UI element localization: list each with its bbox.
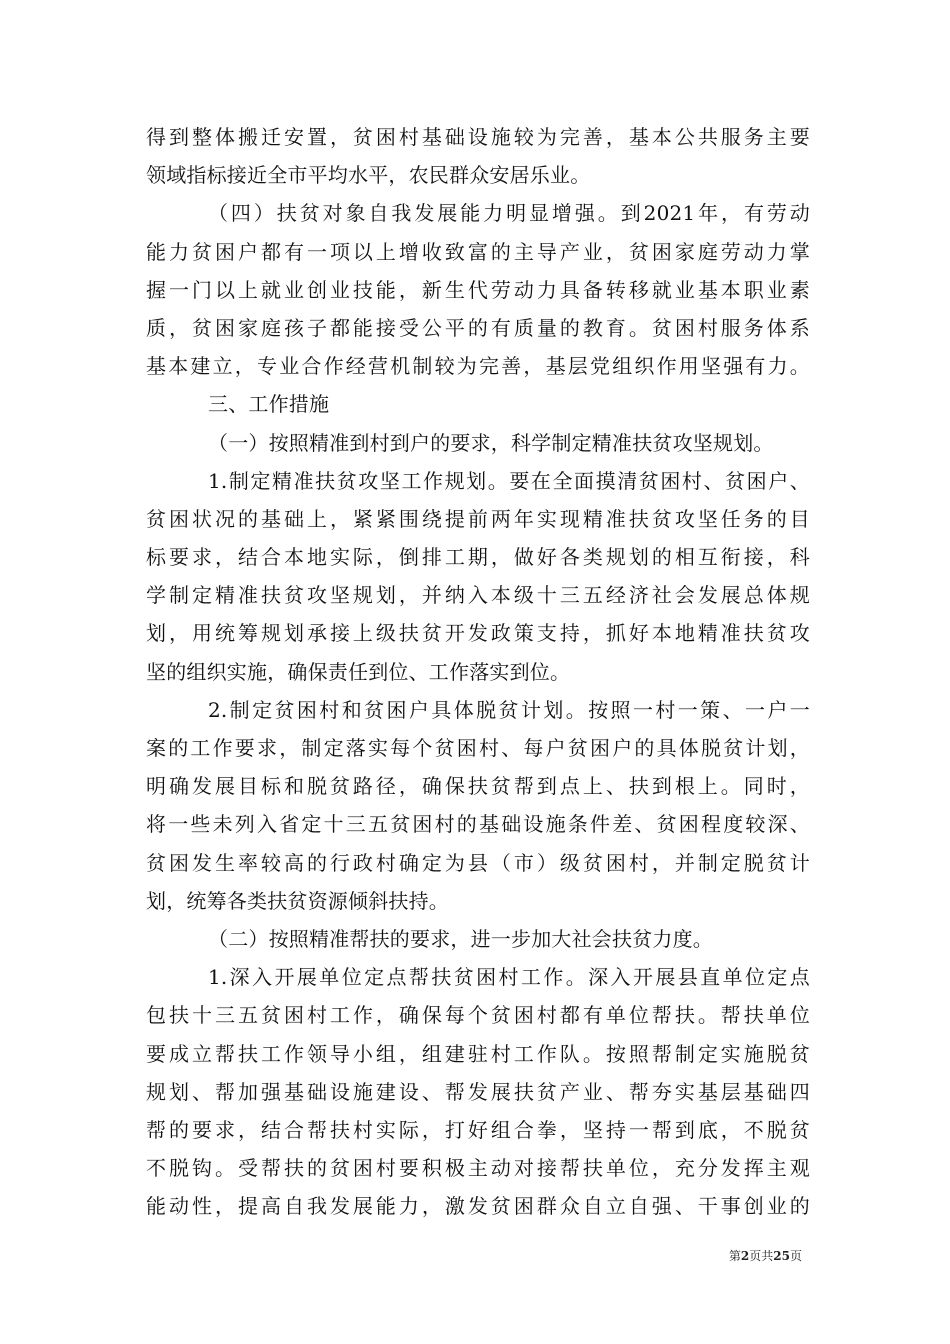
text-line: 领域指标接近全市平均水平，农民群众安居乐业。 [146,163,591,188]
paragraph-start: 1.制定精准扶贫攻坚工作规划。要在全面摸清贫困村、贫困户、 [208,468,810,493]
text-line: 坚的组织实施，确保责任到位、工作落实到位。 [146,659,571,684]
document-body [146,118,810,1225]
text-line: 质，贫困家庭孩子都能接受公平的有质量的教育。贫困村服务体系 [146,315,810,340]
text-line: 得到整体搬迁安置，贫困村基础设施较为完善，基本公共服务主要 [146,125,810,149]
paragraph-start: 2.制定贫困村和贫困户具体脱贫计划。按照一村一策、一户一 [208,697,810,722]
section-heading: （四）扶贫对象自我发展能力明显增强。到2021年，有劳动 [208,201,810,226]
text-line: 贫困发生率较高的行政村确定为县（市）级贫困村，并制定脱贫计 [146,850,810,875]
text-line: 能动性，提高自我发展能力，激发贫困群众自立自强、干事创业的 [146,1194,810,1219]
total-page-count: 25 [773,1249,790,1263]
text-line: 将一些未列入省定十三五贫困村的基础设施条件差、贫困程度较深、 [146,812,810,837]
text-line: 标要求，结合本地实际，倒排工期，做好各类规划的相互衔接，科 [146,545,810,570]
text-line: 包扶十三五贫困村工作，确保每个贫困村都有单位帮扶。帮扶单位 [146,1003,810,1028]
text-line: 基本建立，专业合作经营机制较为完善，基层党组织作用坚强有力。 [146,354,810,379]
current-page-number: 2 [740,1249,750,1263]
page-number-footer [729,1248,802,1264]
text-line: 规划、帮加强基础设施建设、帮发展扶贫产业、帮夯实基层基础四 [146,1079,810,1104]
footer-middle: 页共 [749,1249,774,1263]
section-heading: （一）按照精准到村到户的要求，科学制定精准扶贫攻坚规划。 [208,430,774,455]
text-line: 明确发展目标和脱贫路径，确保扶贫帮到点上、扶到根上。同时， [146,774,810,799]
section-heading: 三、工作措施 [208,392,330,417]
section-heading: （二）按照精准帮扶的要求，进一步加大社会扶贫力度。 [208,926,713,951]
footer-suffix: 页 [789,1249,802,1263]
text-line: 不脱钩。受帮扶的贫困村要积极主动对接帮扶单位，充分发挥主观 [146,1156,810,1181]
text-line: 划，用统筹规划承接上级扶贫开发政策支持，抓好本地精准扶贫攻 [146,621,810,646]
paragraph-start: 1.深入开展单位定点帮扶贫困村工作。深入开展县直单位定点 [208,965,810,990]
text-line: 学制定精准扶贫攻坚规划，并纳入本级十三五经济社会发展总体规 [146,583,810,608]
text-line: 帮的要求，结合帮扶村实际，打好组合拳，坚持一帮到底，不脱贫 [146,1117,810,1142]
text-line: 贫困状况的基础上，紧紧围绕提前两年实现精准扶贫攻坚任务的目 [146,506,810,531]
text-line: 握一门以上就业创业技能，新生代劳动力具备转移就业基本职业素 [146,277,810,302]
text-line: 案的工作要求，制定落实每个贫困村、每户贫困户的具体脱贫计划， [146,736,810,760]
text-line: 要成立帮扶工作领导小组，组建驻村工作队。按照帮制定实施脱贫 [146,1041,810,1066]
footer-prefix: 第 [728,1249,741,1263]
text-line: 能力贫困户都有一项以上增收致富的主导产业，贫困家庭劳动力掌 [146,239,810,264]
text-line: 划，统筹各类扶贫资源倾斜扶持。 [146,888,449,913]
